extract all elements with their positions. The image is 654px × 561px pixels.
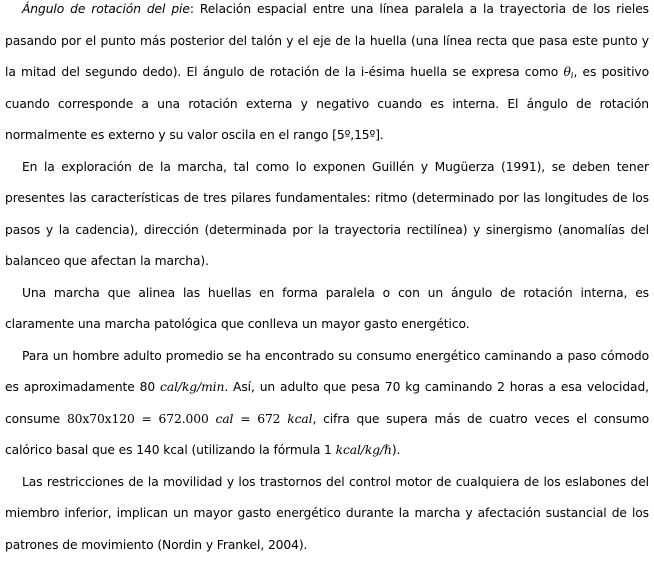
formula-equals-2: = 672: [233, 412, 287, 426]
paragraph-text: ).: [392, 443, 401, 457]
paragraph-text: Para un hombre adulto promedio se ha encontrado su consumo energético caminando a paso cómodo es aproximadamente 80: [5, 349, 649, 395]
formula-equals-1: = 672.000: [135, 412, 216, 426]
paragraph-gait-exploration: En la exploración de la marcha, tal como lo exponen Guillén y Mugüerza (1991), se deben tener presentes las características de tres pilares fundamentales: ritmo (determinado por las longitudes de los pasos y la cadencia), dirección (determinada por la trayectoria rectilínea) y sinergismo (anomalías del balanceo que afectan la marcha).: [5, 152, 649, 278]
paragraph-rotation-angle: [5, 0, 649, 152]
theta-symbol: [563, 65, 573, 79]
term-rotation-angle: Ángulo de rotación del pie: [22, 2, 190, 16]
unit-cal: cal: [216, 412, 234, 426]
paragraph-text: , cifra que supera más de cuatro veces el consumo calórico basal que es 140 kcal (utilizando la fórmula 1: [5, 412, 649, 458]
unit-kcal: kcal: [287, 412, 312, 426]
formula-product: 80x70x120: [67, 412, 135, 426]
unit-cal-kg-min: cal/kg/min: [160, 380, 224, 394]
unit-kcal-kg-h: kcal/kg/ℏ: [336, 443, 392, 457]
paragraph-text: : Relación espacial entre una línea paralela a la trayectoria de los rieles pasando por el punto más posterior del talón y el eje de la huella (una línea recta que pasa este punto y la mitad del segundo dedo). El ángulo de rotación de la i-ésima huella se expresa como: [5, 2, 649, 79]
paragraph-energy-consumption: [5, 341, 649, 467]
paragraph-mobility-restrictions: Las restricciones de la movilidad y los trastornos del control motor de cualquiera de los eslabones del miembro inferior, implican un mayor gasto energético durante la marcha y afectación sustancial de los patrones de movimiento (Nordin y Frankel, 2004).: [5, 467, 649, 561]
paragraph-text: . Así, un adulto que pesa 70 kg caminando 2 horas a esa velocidad, consume: [5, 380, 649, 426]
paragraph-pathological-gait: Una marcha que alinea las huellas en forma paralela o con un ángulo de rotación interna, es claramente una marcha patológica que conlleva un mayor gasto energético.: [5, 278, 649, 341]
paragraph-text: , es positivo cuando corresponde a una rotación externa y negativo cuando es interna. El ángulo de rotación normalmente es externo y su valor oscila en el rango [5º,15º].: [5, 65, 649, 142]
theta-subscript: i: [571, 71, 574, 81]
theta-letter: θ: [563, 65, 570, 79]
